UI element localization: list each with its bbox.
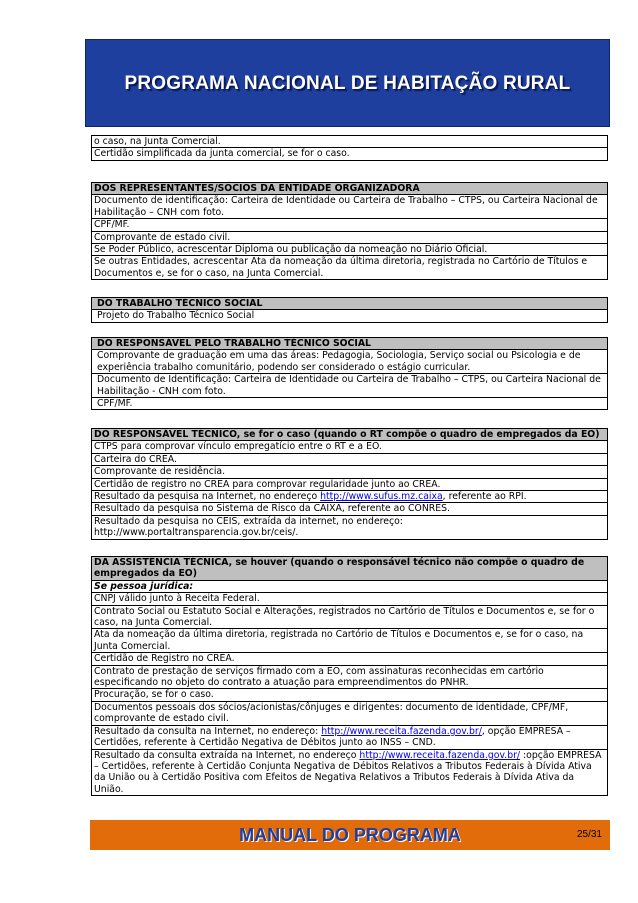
table-row: Contrato de prestação de serviços firmado com a EO, com assinaturas reconhecidas em cartório especificando no objeto do contrato a atuação para empreendimentos do PNHR. (92, 665, 608, 689)
table-header: DO RESPONSÁVEL TÉCNICO, se for o caso (quando o RT compõe o quadro de empregados da EO) (92, 429, 608, 441)
table-row: Se Poder Público, acrescentar Diploma ou publicação da nomeação no Diário Oficial. (92, 244, 608, 256)
table-row: Certidão simplificada da junta comercial, se for o caso. (92, 148, 608, 160)
table-row: Documento de identificação: Carteira de Identidade ou Carteira de Trabalho – CTPS, ou Carteira Nacional de Habilitação – CNH com foto. (92, 195, 608, 219)
table-row: Ata da nomeação da última diretoria, registrada no Cartório de Títulos e Documentos e, se for o caso, na Junta Comercial. (92, 629, 608, 653)
table-header: DOS REPRESENTANTES/SÓCIOS DA ENTIDADE ORGANIZADORA (92, 183, 608, 195)
social-work-table (91, 297, 608, 323)
footer-title: MANUAL DO PROGRAMA (239, 825, 461, 845)
table-header: DO RESPONSÁVEL PELO TRABALHO TÉCNICO SOCIAL (92, 338, 608, 350)
table-row: Comprovante de estado civil. (92, 231, 608, 243)
representatives-table (91, 182, 608, 280)
table-row: CPF/MF. (92, 398, 608, 410)
table-row: Comprovante de graduação em uma das áreas: Pedagogia, Sociologia, Serviço social ou Psicologia e de experiência trabalho comunitário, podendo ser considerado o estágio curricular. (92, 350, 608, 374)
table-row: Documento de Identificação: Carteira de Identidade ou Carteira de Trabalho – CTPS, ou Carteira Nacional de Habilitação - CNH com foto. (92, 374, 608, 398)
table-row: CNPJ válido junto à Receita Federal. (92, 593, 608, 605)
table-row: Resultado da consulta na Internet, no endereço: http://www.receita.fazenda.gov.br/, opção EMPRESA – Certidões, referente à Certidão Negativa de Débitos junto ao INSS – CND. (92, 725, 608, 749)
table-row: Contrato Social ou Estatuto Social e Alterações, registrados no Cartório de Títulos e Documentos e, se for o caso, na Junta Comercial. (92, 605, 608, 629)
receita-link-2[interactable]: http://www.receita.fazenda.gov.br/ (359, 749, 521, 761)
table-header: DA ASSISTÊNCIA TÉCNICA, se houver (quando o responsável técnico não compõe o quadro de empregados da EO) (92, 557, 608, 581)
technical-assistance-table (91, 556, 608, 796)
page-footer-banner (90, 820, 610, 850)
sufus-link[interactable]: http://www.sufus.mz.caixa (320, 491, 443, 503)
table-row: Resultado da pesquisa no CEIS, extraída da internet, no endereço: http://www.portaltransparencia.gov.br/ceis/. (92, 515, 608, 539)
technical-responsible-table (91, 428, 608, 540)
page-header-banner (85, 39, 610, 127)
table-row: Procuração, se for o caso. (92, 689, 608, 701)
table-row: CTPS para comprovar vínculo empregatício entre o RT e a EO. (92, 441, 608, 453)
table-row: Se outras Entidades, acrescentar Ata da nomeação da última diretoria, registrada no Cartório de Títulos e Documentos e, se for o caso, na Junta Comercial. (92, 256, 608, 280)
table-row: Documentos pessoais dos sócios/acionistas/cônjuges e dirigentes: documento de identidade, CPF/MF, comprovante de estado civil. (92, 701, 608, 725)
table-row: Resultado da pesquisa na Internet, no endereço http://www.sufus.mz.caixa, referente ao RPI. (92, 491, 608, 503)
table-row: Comprovante de residência. (92, 466, 608, 478)
table-header: DO TRABALHO TÉCNICO SOCIAL (92, 298, 608, 310)
receita-link[interactable]: http://www.receita.fazenda.gov.br/ (321, 725, 482, 737)
page-title: PROGRAMA NACIONAL DE HABITAÇÃO RURAL (124, 73, 571, 94)
table-row: CPF/MF. (92, 219, 608, 231)
table-row: Carteira do CREA. (92, 453, 608, 465)
table-row: Certidão de Registro no CREA. (92, 653, 608, 665)
table-subheader: Se pessoa jurídica: (92, 580, 608, 592)
social-work-responsible-table (91, 337, 608, 410)
table-row: Resultado da pesquisa no Sistema de Risco da CAIXA, referente ao CONRES. (92, 503, 608, 515)
page-number: 25/31 (576, 829, 602, 840)
table-row: Projeto do Trabalho Técnico Social (92, 310, 608, 322)
table-row: Resultado da consulta extraída na Internet, no endereço http://www.receita.fazenda.gov.br/ :opção EMPRESA – Certidões, referente à Certidão Conjunta Negativa de Débitos Relativos a Tributos Federais à Dívida Ativa da União ou à Certidão Positiva com Efeitos de Negativa Relativos a Tributos Federais à Dívida Ativa da União. (92, 749, 608, 796)
table-row: o caso, na Junta Comercial. (92, 136, 608, 148)
table-row: Certidão de registro no CREA para comprovar regularidade junto ao CREA. (92, 478, 608, 490)
ceis-address: http://www.portaltransparencia.gov.br/ceis/. (94, 527, 299, 539)
continuation-table (91, 135, 608, 161)
